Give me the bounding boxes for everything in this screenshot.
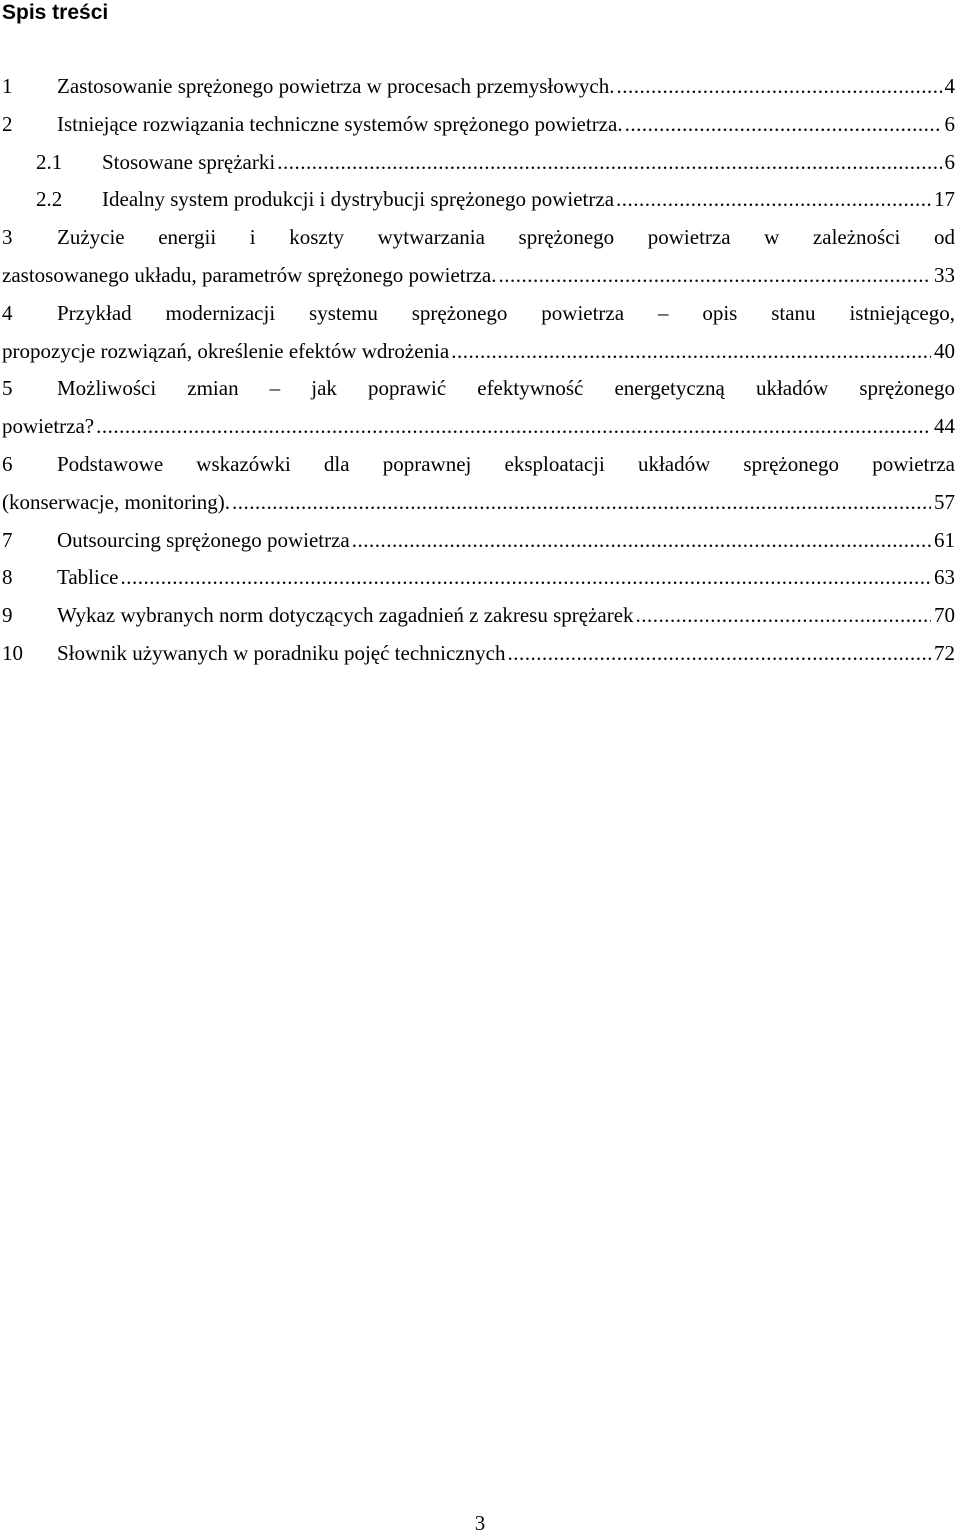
toc-entry-1[interactable]: [2, 68, 955, 106]
toc-entry-text: Istniejące rozwiązania techniczne systemów sprężonego powietrza.: [57, 111, 623, 136]
toc-entry-page: 57: [934, 489, 955, 514]
toc-entry-2[interactable]: [2, 106, 955, 144]
toc-entry-text-line2: propozycje rozwiązań, określenie efektów wdrożenia: [2, 338, 450, 363]
dot-leader: [507, 635, 931, 673]
dot-leader: [232, 484, 931, 522]
toc-entry-text: Wykaz wybranych norm dotyczących zagadnień z zakresu sprężarek: [57, 603, 634, 628]
toc-entry-8[interactable]: [2, 559, 955, 597]
toc-entry-text: Idealny system produkcji i dystrybucji sprężonego powietrza: [102, 187, 615, 212]
toc-entry-4[interactable]: [2, 295, 955, 371]
toc-entry-page: 61: [934, 527, 955, 552]
toc-entry-number: 1: [2, 74, 13, 98]
toc-entry-page: 33: [934, 262, 955, 287]
dot-leader: [616, 68, 941, 106]
toc-entry-5[interactable]: [2, 370, 955, 446]
toc-entry-number: 4: [2, 300, 13, 325]
toc-entry-page: 70: [934, 603, 955, 628]
dot-leader: [451, 333, 931, 371]
dot-leader: [498, 257, 931, 295]
toc-entry-3[interactable]: [2, 219, 955, 295]
toc-entry-page: 6: [944, 149, 955, 174]
toc-entry-number: 3: [2, 225, 13, 250]
toc-entry-number: 2.1: [36, 149, 63, 174]
table-of-contents: [2, 68, 955, 673]
toc-entry-2-2[interactable]: [2, 181, 955, 219]
toc-entry-number: 7: [2, 527, 13, 552]
toc-entry-7[interactable]: [2, 522, 955, 560]
toc-entry-text: Zastosowanie sprężonego powietrza w procesach przemysłowych.: [57, 74, 615, 98]
dot-leader: [96, 408, 931, 446]
toc-entry-number: 10: [2, 640, 23, 665]
toc-entry-text-line2: zastosowanego układu, parametrów sprężonego powietrza.: [2, 262, 497, 287]
toc-entry-number: 5: [2, 376, 13, 401]
dot-leader: [277, 144, 941, 182]
toc-entry-number: 9: [2, 603, 13, 628]
page-number: 3: [474, 1511, 486, 1535]
toc-entry-number: 2: [2, 111, 13, 136]
toc-entry-page: 6: [944, 111, 955, 136]
toc-entry-text-line1: Przykład modernizacji systemu sprężonego powietrza – opis stanu istniejącego,: [57, 300, 955, 325]
dot-leader: [352, 522, 931, 560]
toc-entry-number: 6: [2, 451, 13, 476]
dot-leader: [121, 559, 932, 597]
toc-entry-text-line2: powietrza?: [2, 414, 95, 439]
toc-entry-page: 17: [934, 187, 955, 212]
toc-entry-2-1[interactable]: [2, 144, 955, 182]
toc-title: Spis treści: [2, 1, 109, 24]
toc-entry-page: 40: [934, 338, 955, 363]
toc-entry-text: Tablice: [57, 565, 119, 590]
toc-entry-text: Słownik używanych w poradniku pojęć technicznych: [57, 640, 506, 665]
toc-entry-number: 8: [2, 565, 13, 590]
toc-entry-text-line1: Możliwości zmian – jak poprawić efektywność energetyczną układów sprężonego: [57, 376, 955, 401]
toc-entry-9[interactable]: [2, 597, 955, 635]
dot-leader: [625, 106, 942, 144]
toc-entry-10[interactable]: [2, 635, 955, 673]
toc-entry-text-line1: Podstawowe wskazówki dla poprawnej eksploatacji układów sprężonego powietrza: [57, 451, 955, 476]
toc-entry-page: 44: [934, 414, 955, 439]
toc-entry-text: Stosowane sprężarki: [102, 149, 276, 174]
toc-entry-number: 2.2: [36, 187, 63, 212]
toc-entry-text-line2: (konserwacje, monitoring).: [2, 489, 231, 514]
toc-entry-6[interactable]: [2, 446, 955, 522]
toc-entry-page: 63: [934, 565, 955, 590]
toc-entry-text-line1: Zużycie energii i koszty wytwarzania sprężonego powietrza w zależności od: [57, 225, 955, 250]
dot-leader: [636, 597, 931, 635]
toc-entry-page: 4: [944, 74, 955, 98]
toc-entry-page: 72: [934, 640, 955, 665]
dot-leader: [616, 181, 931, 219]
toc-entry-text: Outsourcing sprężonego powietrza: [57, 527, 350, 552]
